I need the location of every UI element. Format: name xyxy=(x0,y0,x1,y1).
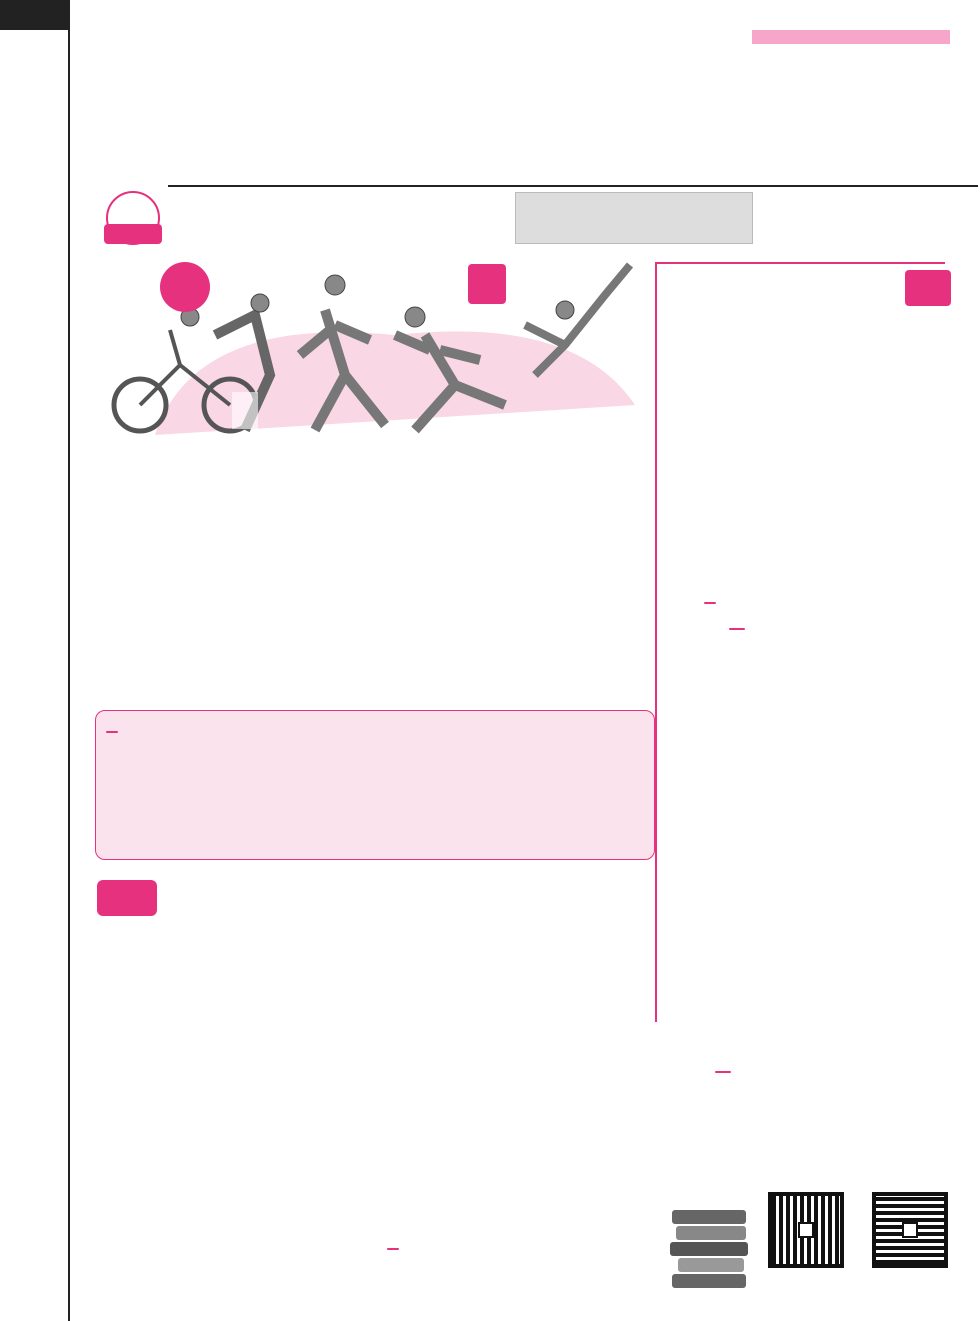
theme-headline xyxy=(232,392,258,429)
left-strip-label xyxy=(0,0,68,30)
theme-tag xyxy=(160,262,210,312)
article3-box xyxy=(704,590,954,611)
article3-body-wide xyxy=(704,588,954,634)
article2-topic-tag xyxy=(715,1071,731,1073)
article2-tag xyxy=(97,880,157,916)
article2-box-tag xyxy=(387,1248,399,1250)
left-strip-text xyxy=(0,30,68,94)
article3-title xyxy=(904,318,940,598)
masthead-pink-bar xyxy=(752,30,950,44)
article2-box xyxy=(387,1236,659,1257)
logo xyxy=(98,190,168,250)
article3-tag xyxy=(905,270,951,306)
weekly-banner xyxy=(515,192,753,244)
masthead-title xyxy=(95,44,735,174)
qr-left[interactable] xyxy=(768,1192,844,1268)
article3-frame xyxy=(655,262,945,1022)
article2-col2 xyxy=(387,940,659,942)
left-strip xyxy=(0,0,70,1321)
article2-box-cont xyxy=(675,1055,965,1080)
box1-tag xyxy=(106,731,118,733)
article1-col2 xyxy=(387,444,652,448)
masthead-rule xyxy=(168,185,978,187)
article2-col1 xyxy=(95,940,370,1318)
books-icon xyxy=(666,1190,756,1300)
article3-topic-tag xyxy=(729,628,745,630)
qr-right[interactable] xyxy=(872,1192,948,1268)
article3-box-tag xyxy=(704,602,716,604)
story-tag xyxy=(468,264,506,304)
interpretation-box-1 xyxy=(95,710,655,860)
